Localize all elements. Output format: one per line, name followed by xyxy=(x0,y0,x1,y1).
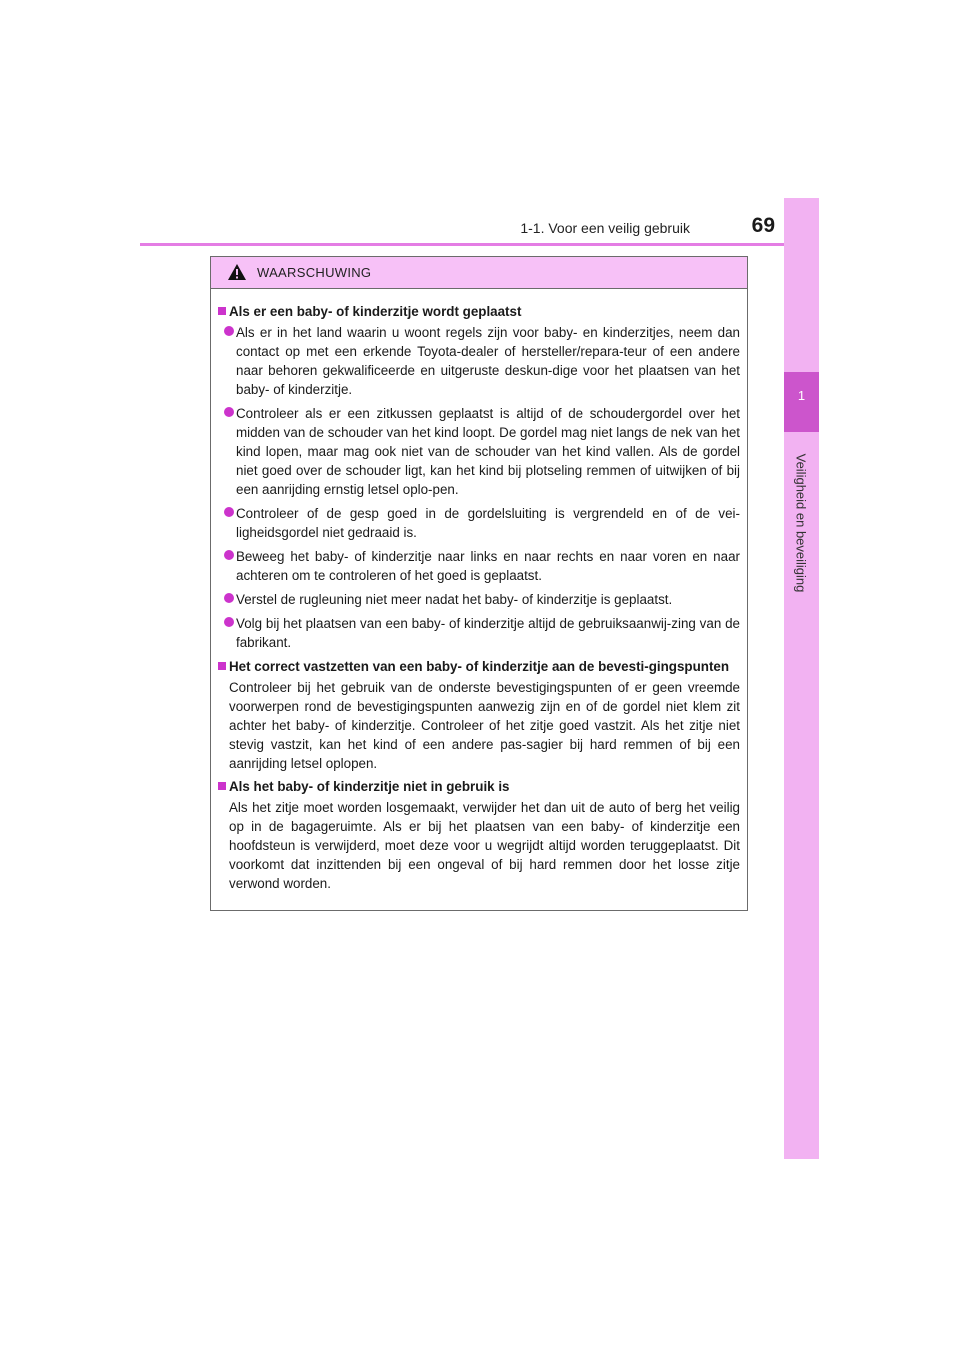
round-bullet-icon xyxy=(224,326,234,336)
round-bullet-icon xyxy=(224,617,234,627)
warning-section xyxy=(218,302,740,652)
bullet-item xyxy=(218,504,740,542)
section-heading xyxy=(218,657,740,676)
warning-body xyxy=(211,289,747,893)
section-paragraph: Controleer bij het gebruik van de onderste bevestigingspunten of er geen vreemde voorwerpen rond de bevestigingspunten aanwezig zijn en of de gordel niet klem zit achter het baby- of kinderzitje. Controleer of het zitje goed vastzit. Als het zitje niet stevig vastzit, kan het kind of een andere pas-sagier bij hard remmen of bij een aanrijding letsel oplopen. xyxy=(229,680,740,771)
warning-box xyxy=(210,256,748,911)
bullet-text: Beweeg het baby- of kinderzitje naar links en naar rechts en naar voren en naar achteren om te controleren of het goed is geplaatst. xyxy=(236,549,740,583)
warning-header xyxy=(211,257,747,289)
side-tab xyxy=(784,198,819,1159)
bullet-item xyxy=(218,547,740,585)
section-heading-text: Het correct vastzetten van een baby- of kinderzitje aan de bevesti-gingspunten xyxy=(229,659,730,674)
header-rule xyxy=(140,243,819,246)
round-bullet-icon xyxy=(224,507,234,517)
section-heading xyxy=(218,302,740,321)
round-bullet-icon xyxy=(224,593,234,603)
chapter-number: 1 xyxy=(797,388,806,403)
square-bullet-icon xyxy=(218,782,226,790)
bullet-item xyxy=(218,404,740,499)
bullet-text: Controleer of de gesp goed in de gordelsluiting is vergrendeld en of de vei-ligheidsgordel niet gedraaid is. xyxy=(236,506,740,540)
warning-triangle-icon xyxy=(227,263,247,281)
bullet-text: Controleer als er een zitkussen geplaatst is altijd of de schoudergordel over het midden van de schouder van het kind loopt. De gordel mag niet langs de nek van het kind lopen, maar mag ook niet van de schouder van het kind vallen. Als de gordel niet goed over de schouder ligt, kan het kind bij plotseling remmen of uitwijken of bij een aanrijding ernstig letsel oplo-pen. xyxy=(236,406,740,497)
bullet-item xyxy=(218,614,740,652)
warning-section xyxy=(218,657,740,773)
section-heading-text: Als er een baby- of kinderzitje wordt geplaatst xyxy=(229,304,522,319)
section-paragraph: Als het zitje moet worden losgemaakt, verwijder het dan uit de auto of berg het veilig op in de bagageruimte. Als er bij het plaatsen van een baby- of kinderzitje een hoofdsteun is verwijderd, moet deze voor u wegrijdt altijd worden teruggeplaatst. Dit voorkomt dat inzittenden bij een ongeval of bij hard remmen door het losse zitje verwond worden. xyxy=(229,800,740,891)
chapter-title: Veiligheid en beveiliging xyxy=(793,453,809,593)
section-heading xyxy=(218,777,740,796)
bullet-text: Verstel de rugleuning niet meer nadat het baby- of kinderzitje is geplaatst. xyxy=(236,592,673,607)
square-bullet-icon xyxy=(218,662,226,670)
page-number: 69 xyxy=(751,214,775,237)
section-heading-text: Als het baby- of kinderzitje niet in gebruik is xyxy=(229,779,510,794)
header-section-title: 1-1. Voor een veilig gebruik xyxy=(520,220,690,236)
bullet-text: Volg bij het plaatsen van een baby- of kinderzitje altijd de gebruiksaanwij-zing van de fabrikant. xyxy=(236,616,740,650)
warning-title: WAARSCHUWING xyxy=(257,265,372,280)
bullet-text: Als er in het land waarin u woont regels zijn voor baby- en kinderzitjes, neem dan contact op met een erkende Toyota-dealer of hersteller/repara-teur of een andere naar behoren gekwalificeerde en uitgeruste deskun-dige voor het plaatsen van het baby- of kinderzitje. xyxy=(236,325,740,397)
warning-section xyxy=(218,777,740,893)
bullet-item xyxy=(218,590,740,609)
round-bullet-icon xyxy=(224,550,234,560)
square-bullet-icon xyxy=(218,307,226,315)
round-bullet-icon xyxy=(224,407,234,417)
bullet-item xyxy=(218,323,740,399)
